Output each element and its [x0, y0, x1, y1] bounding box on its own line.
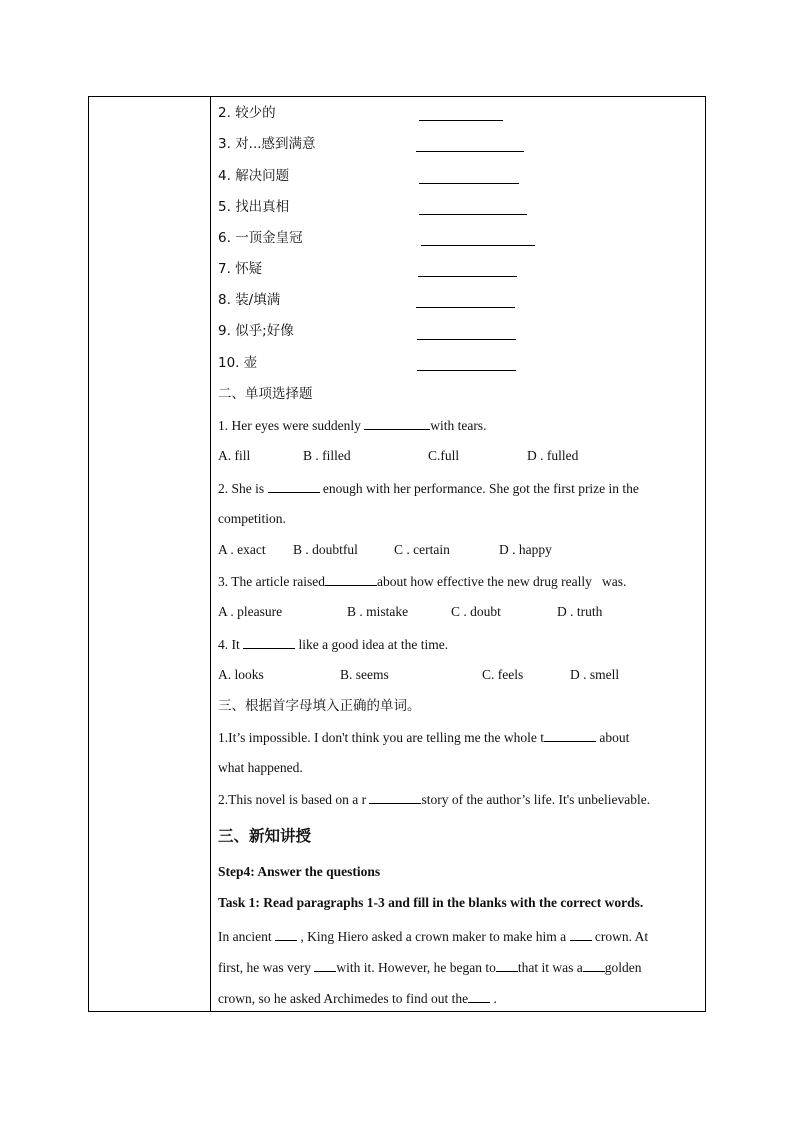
option-c[interactable]: C. feels — [482, 667, 524, 682]
option-c[interactable]: C . doubt — [451, 604, 501, 619]
column-divider — [210, 97, 211, 1011]
sentence-text: what happened. — [218, 760, 303, 775]
vocab-item: 7. 怀疑 — [218, 261, 263, 277]
answer-blank[interactable] — [421, 245, 535, 246]
option-b[interactable]: B . doubtful — [293, 542, 358, 557]
answer-blank[interactable] — [419, 120, 503, 121]
section-heading: 三、新知讲授 — [218, 827, 312, 845]
vocab-item: 6. 一顶金皇冠 — [218, 230, 303, 246]
answer-blank[interactable] — [468, 989, 490, 1003]
section-heading: 二、单项选择题 — [218, 386, 313, 402]
vocab-item: 2. 较少的 — [218, 105, 276, 121]
sentence-text: 2.This novel is based on a r story of the author’s life. It's unbelievable. — [218, 792, 651, 807]
option-a[interactable]: A . exact — [218, 542, 266, 557]
option-c[interactable]: C . certain — [394, 542, 450, 557]
option-c[interactable]: C.full — [428, 448, 460, 463]
answer-blank[interactable] — [417, 339, 516, 340]
vocab-item: 5. 找出真相 — [218, 199, 290, 215]
answer-blank[interactable] — [369, 790, 421, 804]
option-d[interactable]: D . truth — [557, 604, 603, 619]
question-text: 3. The article raised about how effective the new drug really was. — [218, 574, 627, 589]
passage-line: first, he was very with it. However, he began to that it was a golden — [218, 960, 642, 975]
answer-blank[interactable] — [570, 927, 592, 941]
option-d[interactable]: D . happy — [499, 542, 552, 557]
answer-blank[interactable] — [496, 958, 518, 972]
question-text: 1. Her eyes were suddenly with tears. — [218, 418, 487, 433]
answer-blank[interactable] — [325, 572, 377, 586]
question-text: 4. It like a good idea at the time. — [218, 637, 449, 652]
answer-blank[interactable] — [314, 958, 336, 972]
sentence-text: 1.It’s impossible. I don't think you are telling me the whole t about — [218, 730, 630, 745]
answer-blank[interactable] — [418, 276, 517, 277]
passage-line: crown, so he asked Archimedes to find out the . — [218, 991, 497, 1006]
worksheet-table — [88, 96, 706, 1012]
answer-blank[interactable] — [416, 307, 515, 308]
option-d[interactable]: D . fulled — [527, 448, 579, 463]
vocab-item: 4. 解决问题 — [218, 168, 290, 184]
option-b[interactable]: B . filled — [303, 448, 351, 463]
section-heading: 三、根据首字母填入正确的单词。 — [218, 698, 421, 714]
question-text: competition. — [218, 511, 286, 526]
vocab-item: 10. 壶 — [218, 355, 258, 371]
answer-blank[interactable] — [583, 958, 605, 972]
passage-line: In ancient , King Hiero asked a crown maker to make him a crown. At — [218, 929, 649, 944]
vocab-item: 9. 似乎;好像 — [218, 323, 294, 339]
answer-blank[interactable] — [419, 214, 527, 215]
step-heading: Step4: Answer the questions — [218, 864, 381, 879]
answer-blank[interactable] — [268, 479, 320, 493]
answer-blank[interactable] — [416, 151, 524, 152]
option-a[interactable]: A. looks — [218, 667, 264, 682]
option-b[interactable]: B. seems — [340, 667, 389, 682]
answer-blank[interactable] — [419, 183, 519, 184]
answer-blank[interactable] — [243, 635, 295, 649]
option-a[interactable]: A . pleasure — [218, 604, 283, 619]
option-a[interactable]: A. fill — [218, 448, 251, 463]
vocab-item: 3. 对...感到满意 — [218, 136, 316, 152]
answer-blank[interactable] — [417, 370, 516, 371]
task-heading: Task 1: Read paragraphs 1-3 and fill in the blanks with the correct words. — [218, 895, 644, 910]
option-b[interactable]: B . mistake — [347, 604, 409, 619]
vocab-item: 8. 装/填满 — [218, 292, 281, 308]
answer-blank[interactable] — [275, 927, 297, 941]
answer-blank[interactable] — [544, 728, 596, 742]
option-d[interactable]: D . smell — [570, 667, 620, 682]
answer-blank[interactable] — [364, 416, 430, 430]
question-text: 2. She is enough with her performance. She got the first prize in the — [218, 481, 639, 496]
